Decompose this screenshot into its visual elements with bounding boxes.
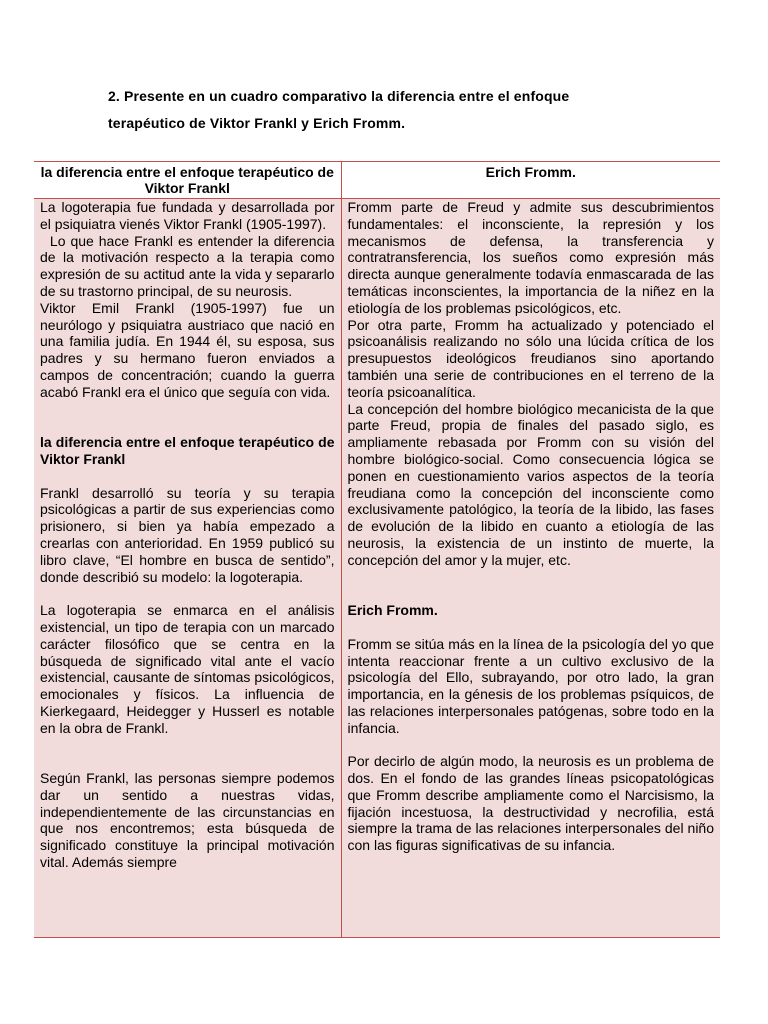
- table-body-row: [34, 199, 720, 938]
- fromm-cell: [341, 199, 720, 938]
- question-line-1: 2. Presente en un cuadro comparativo la diferencia entre el enfoque: [108, 88, 570, 104]
- fromm-paragraph-2: Por otra parte, Fromm ha actualizado y potenciado el psicoanálisis realizando no sólo una lúcida crítica de los presupuestos ideológicos freudianos sino aportando también una serie de contribuciones en el terreno de la teoría psicoanalítica.: [347, 316, 714, 400]
- frankl-paragraph-2: Lo que hace Frankl es entender la diferencia de la motivación respecto a la terapia como expresión de su actitud ante la vida y separarlo de su trastorno principal, de su neurosis.: [40, 232, 339, 299]
- fromm-subheading: Erich Fromm.: [347, 602, 438, 619]
- frankl-paragraph-1: La logoterapia fue fundada y desarrollada por el psiquiatra vienés Viktor Frankl (1905-1997).: [40, 199, 335, 232]
- table-header-row: [34, 162, 720, 199]
- header-fromm: Erich Fromm.: [341, 162, 720, 199]
- fromm-paragraph-5: Por decirlo de algún modo, la neurosis es un problema de dos. En el fondo de las grandes líneas psicopatológicas que Fromm describe ampliamente como el Narcisismo, la fijación incestuosa, la destructividad y necrofilia, está siempre la trama de las relaciones interpersonales del niño con las figuras significativas de su infancia.: [347, 753, 714, 854]
- fromm-paragraph-3: La concepción del hombre biológico mecanicista de la que parte Freud, propia de finales del pasado siglo, es ampliamente rebasada por Fromm con su visión del hombre biológico-social. Como consecuencia lógica se ponen en cuestionamiento varios aspectos de la teoría freudiana como la concepción del inconsciente como exclusivamente patológico, la teoría de la libido, las fases de evolución de la libido en cuanto a etiología de las neurosis, la existencia de un instinto de muerte, la concepción del amor y la mujer, etc.: [347, 400, 714, 568]
- frankl-subheading: la diferencia entre el enfoque terapéutico de Viktor Frankl: [40, 434, 335, 467]
- frankl-paragraph-4: Frankl desarrolló su teoría y su terapia psicológicas a partir de sus experiencias como prisionero, si bien ya había empezado a crearlas con anterioridad. En 1959 publicó su libro clave, “El hombre en busca de sentido”, donde describió su modelo: la logoterapia.: [40, 484, 335, 585]
- question-line-2: terapéutico de Viktor Frankl y Erich Fromm.: [108, 115, 406, 131]
- question-heading: [108, 84, 668, 138]
- frankl-cell: [34, 199, 341, 938]
- frankl-paragraph-5: La logoterapia se enmarca en el análisis existencial, un tipo de terapia con un marcado carácter filosófico que se centra en la búsqueda de significado vital ante el vacío existencial, causante de síntomas psicológicos, emocionales y físicos. La influencia de Kierkegaard, Heidegger y Husserl es notable en la obra de Frankl.: [40, 602, 335, 736]
- fromm-paragraph-4: Fromm se sitúa más en la línea de la psicología del yo que intenta reaccionar frente a un cultivo exclusivo de la psicología del Ello, subrayando, por otro lado, la gran importancia, en la génesis de los problemas psíquicos, de las relaciones interpersonales patógenas, sobre todo en la infancia.: [347, 635, 714, 736]
- frankl-paragraph-3: Viktor Emil Frankl (1905-1997) fue un neurólogo y psiquiatra austriaco que nació en una familia judía. En 1944 él, su esposa, sus padres y su hermano fueron enviados a campos de concentración; cuando la guerra acabó Frankl era el único que seguía con vida.: [40, 299, 335, 400]
- header-frankl: la diferencia entre el enfoque terapéutico de Viktor Frankl: [34, 162, 341, 199]
- frankl-paragraph-6: Según Frankl, las personas siempre podemos dar un sentido a nuestras vidas, independientemente de las circunstancias en que nos encontremos; esta búsqueda de significado constituye la principal motivación vital. Además siempre: [40, 770, 335, 871]
- comparison-table: [34, 161, 720, 938]
- fromm-paragraph-1: Fromm parte de Freud y admite sus descubrimientos fundamentales: el inconsciente, la represión y los mecanismos de defensa, la transferencia y contratransferencia, los sueños como expresión más directa aunque generalmente todavía enmascarada de las temáticas inconscientes, la importancia de la niñez en la etiología de los problemas psicológicos, etc.: [347, 199, 714, 316]
